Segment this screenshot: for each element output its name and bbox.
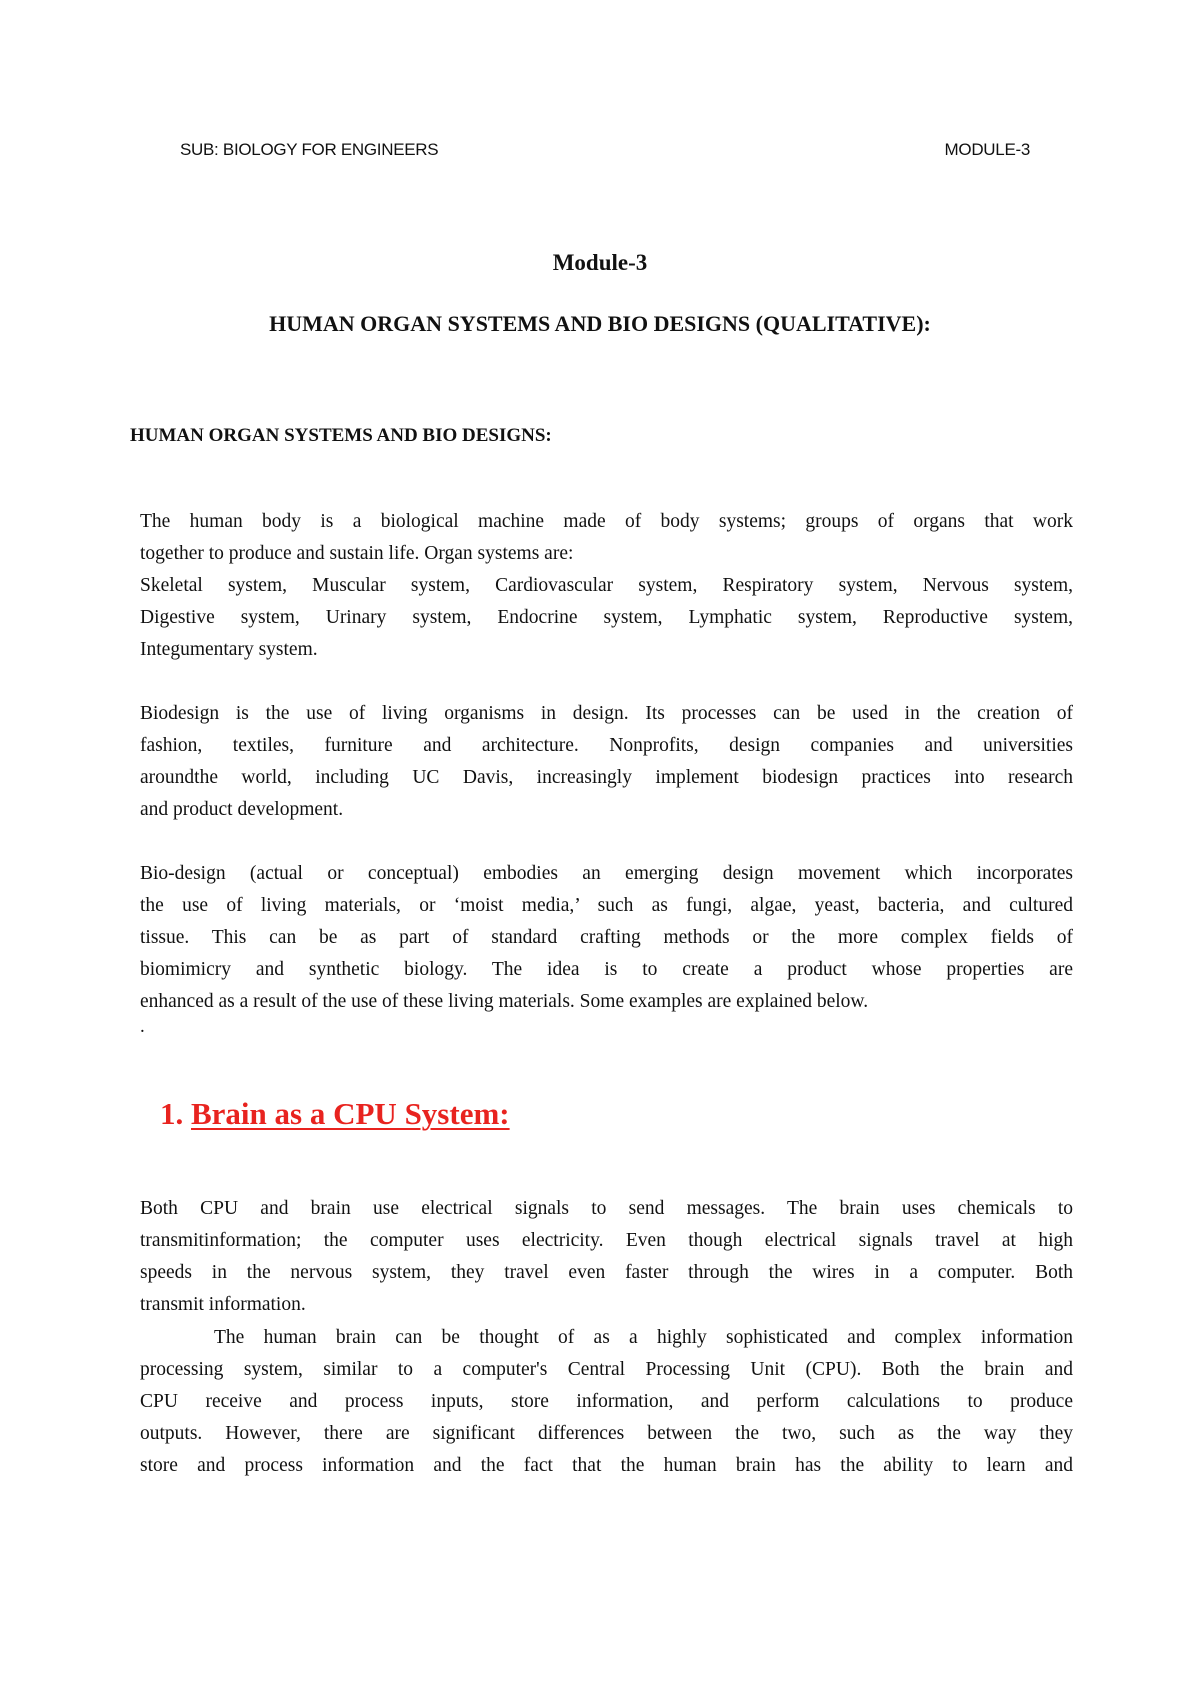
paragraph-line: transmitinformation; the computer uses electricity. Even though electrical signals travel at high [140,1230,1073,1251]
paragraph-line: Biodesign is the use of living organisms in design. Its processes can be used in the creation of [140,703,1073,724]
header-module: MODULE-3 [944,140,1030,159]
paragraph-cpu-brain-signals [140,1193,1073,1321]
paragraph-line: processing system, similar to a computer's Central Processing Unit (CPU). Both the brain and [140,1359,1073,1380]
paragraph-line: Skeletal system, Muscular system, Cardiovascular system, Respiratory system, Nervous system, [140,575,1073,596]
paragraph-line: fashion, textiles, furniture and architecture. Nonprofits, design companies and universities [140,735,1073,756]
paragraph-line: aroundthe world, including UC Davis, increasingly implement biodesign practices into research [140,767,1073,788]
page-header [180,140,1030,164]
header-subject: SUB: BIOLOGY FOR ENGINEERS [180,140,439,159]
paragraph-line: Integumentary system. [140,639,318,660]
stray-dot: . [140,1016,145,1037]
paragraph-line: Bio-design (actual or conceptual) embodies an emerging design movement which incorporates [140,863,1073,884]
paragraph-line: outputs. However, there are significant differences between the two, such as the way they [140,1423,1073,1444]
paragraph-line: biomimicry and synthetic biology. The idea is to create a product whose properties are [140,959,1073,980]
paragraph-line: enhanced as a result of the use of these living materials. Some examples are explained below. [140,991,869,1012]
module-title: Module-3 [552,250,648,275]
paragraph-organ-systems [140,506,1073,666]
section-number: 1. [160,1096,184,1131]
paragraph-brain-processing [140,1322,1073,1482]
paragraph-line: Digestive system, Urinary system, Endocrine system, Lymphatic system, Reproductive system, [140,607,1073,628]
paragraph-line: The human body is a biological machine made of body systems; groups of organs that work [140,511,1073,532]
paragraph-biodesign [140,698,1073,826]
paragraph-line: and product development. [140,799,344,820]
paragraph-line: together to produce and sustain life. Organ systems are: [140,543,574,564]
paragraph-line: The human brain can be thought of as a highly sophisticated and complex information [214,1327,1073,1348]
section-title: Brain as a CPU System: [191,1096,510,1131]
section-subheading: HUMAN ORGAN SYSTEMS AND BIO DESIGNS: [130,425,552,446]
paragraph-line: store and process information and the fact that the human brain has the ability to learn and [140,1455,1073,1476]
paragraph-line: Both CPU and brain use electrical signals to send messages. The brain uses chemicals to [140,1198,1073,1219]
paragraph-bio-design-movement [140,858,1073,1018]
paragraph-line: tissue. This can be as part of standard crafting methods or the more complex fields of [140,927,1073,948]
paragraph-line: CPU receive and process inputs, store information, and perform calculations to produce [140,1391,1073,1412]
paragraph-line: speeds in the nervous system, they travel even faster through the wires in a computer. Both [140,1262,1073,1283]
main-title: HUMAN ORGAN SYSTEMS AND BIO DESIGNS (QUALITATIVE): [269,311,931,336]
paragraph-line: transmit information. [140,1294,306,1315]
section-heading-brain-cpu [160,1096,510,1132]
paragraph-line: the use of living materials, or ‘moist media,’ such as fungi, algae, yeast, bacteria, and cultured [140,895,1073,916]
